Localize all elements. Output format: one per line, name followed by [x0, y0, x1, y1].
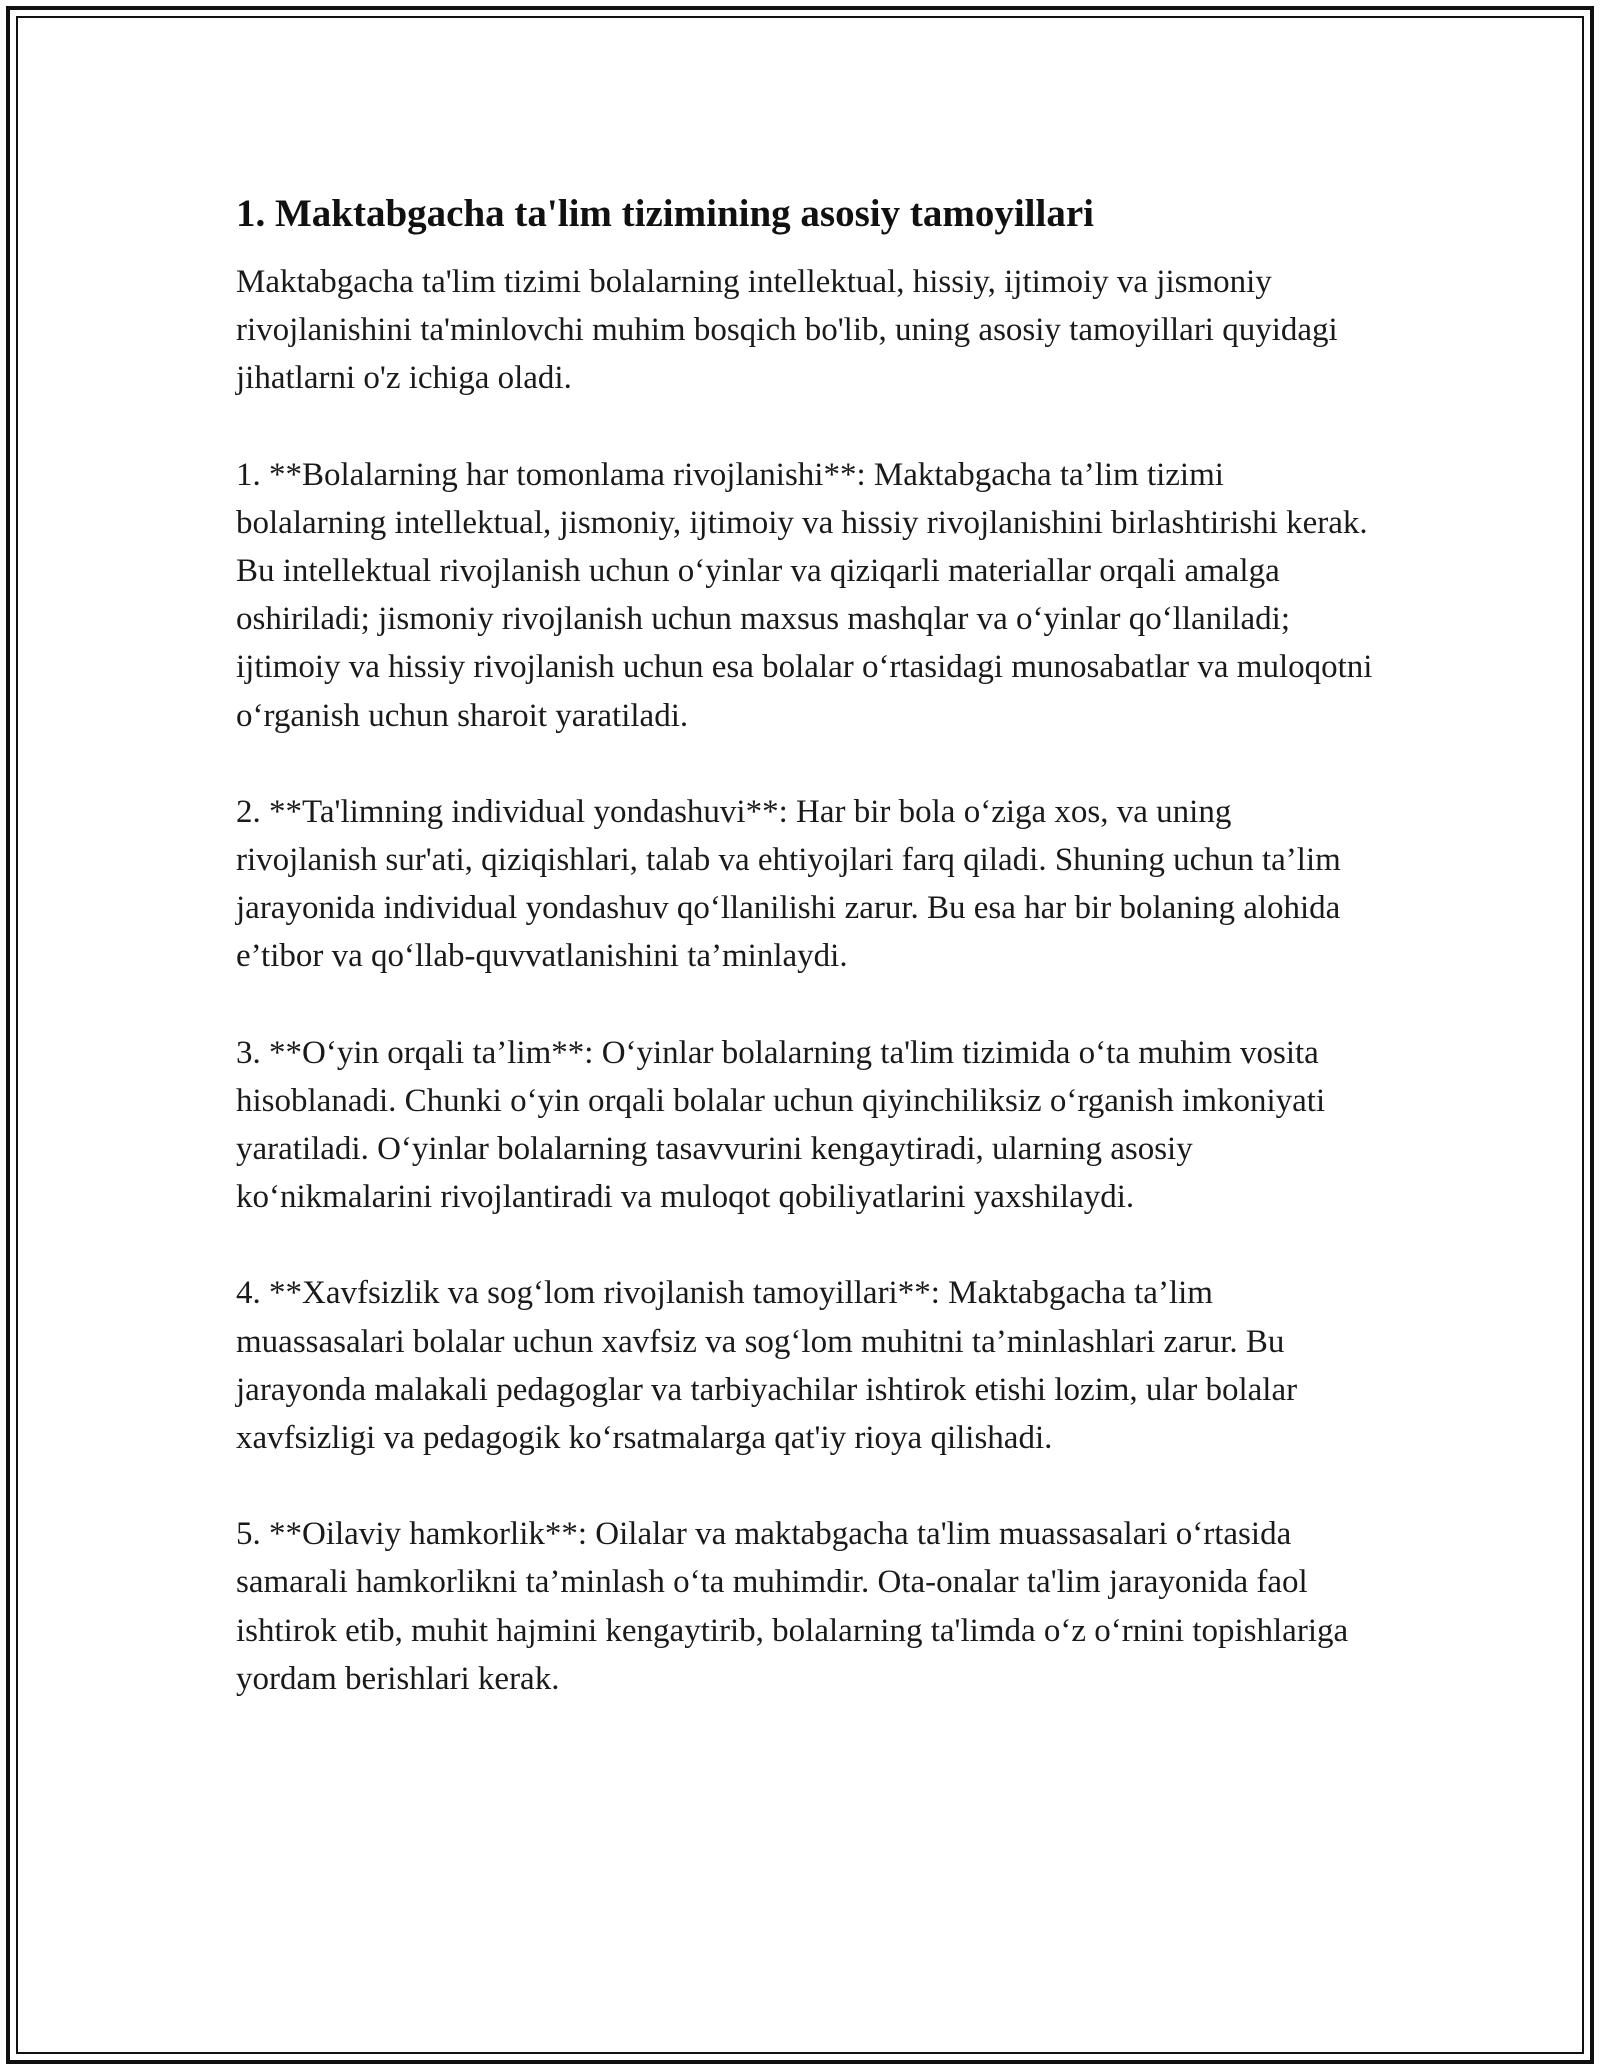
principle-paragraph-5: 5. **Oilaviy hamkorlik**: Oilalar va maktabgacha ta'lim muassasalari o‘rtasida samarali hamkorlikni ta’minlash o‘ta muhimdir. Ota-onalar ta'lim jarayonida faol ishtirok etib, muhit hajmini kengaytirib, bolalarning ta'limda o‘z o‘rnini topishlariga yordam berishlari kerak.	[236, 1516, 1349, 1697]
document-title: 1. Maktabgacha ta'lim tizimining asosiy tamoyillari	[236, 192, 1094, 235]
intro-paragraph: Maktabgacha ta'lim tizimi bolalarning intellektual, hissiy, ijtimoiy va jismoniy rivojlanishini ta'minlovchi muhim bosqich bo'lib, uning asosiy tamoyillari quyidagi jihatlarni o'z ichiga oladi.	[236, 264, 1338, 397]
document-body	[236, 188, 1376, 1703]
principle-paragraph-1: 1. **Bolalarning har tomonlama rivojlanishi**: Maktabgacha ta’lim tizimi bolalarning intellektual, jismoniy, ijtimoiy va hissiy rivojlanishini birlashtirishi kerak. Bu intellektual rivojlanish uchun o‘yinlar va qiziqarli materiallar orqali amalga oshiriladi; jismoniy rivojlanish uchun maxsus mashqlar va o‘yinlar qo‘llaniladi; ijtimoiy va hissiy rivojlanish uchun esa bolalar o‘rtasidagi munosabatlar va muloqotni o‘rganish uchun sharoit yaratiladi.	[236, 456, 1373, 734]
principle-paragraph-4: 4. **Xavfsizlik va sog‘lom rivojlanish tamoyillari**: Maktabgacha ta’lim muassasalari bolalar uchun xavfsiz va sog‘lom muhitni ta’minlashlari zarur. Bu jarayonda malakali pedagoglar va tarbiyachilar ishtirok etishi lozim, ular bolalar xavfsizligi va pedagogik ko‘rsatmalarga qat'iy rioya qilishadi.	[236, 1275, 1298, 1457]
principle-paragraph-3: 3. **O‘yin orqali ta’lim**: O‘yinlar bolalarning ta'lim tizimida o‘ta muhim vosita hisoblanadi. Chunki o‘yin orqali bolalar uchun qiyinchiliksiz o‘rganish imkoniyati yaratiladi. O‘yinlar bolalarning tasavvurini kengaytiradi, ularning asosiy ko‘nikmalarini rivojlantiradi va muloqot qobiliyatlarini yaxshilaydi.	[236, 1034, 1326, 1216]
principle-paragraph-2: 2. **Ta'limning individual yondashuvi**: Har bir bola o‘ziga xos, va uning rivojlanish sur'ati, qiziqishlari, talab va ehtiyojlari farq qiladi. Shuning uchun ta’lim jarayonida individual yondashuv qo‘llanilishi zarur. Bu esa har bir bolaning alohida e’tibor va qo‘llab-quvvatlanishini ta’minlaydi.	[236, 793, 1341, 975]
